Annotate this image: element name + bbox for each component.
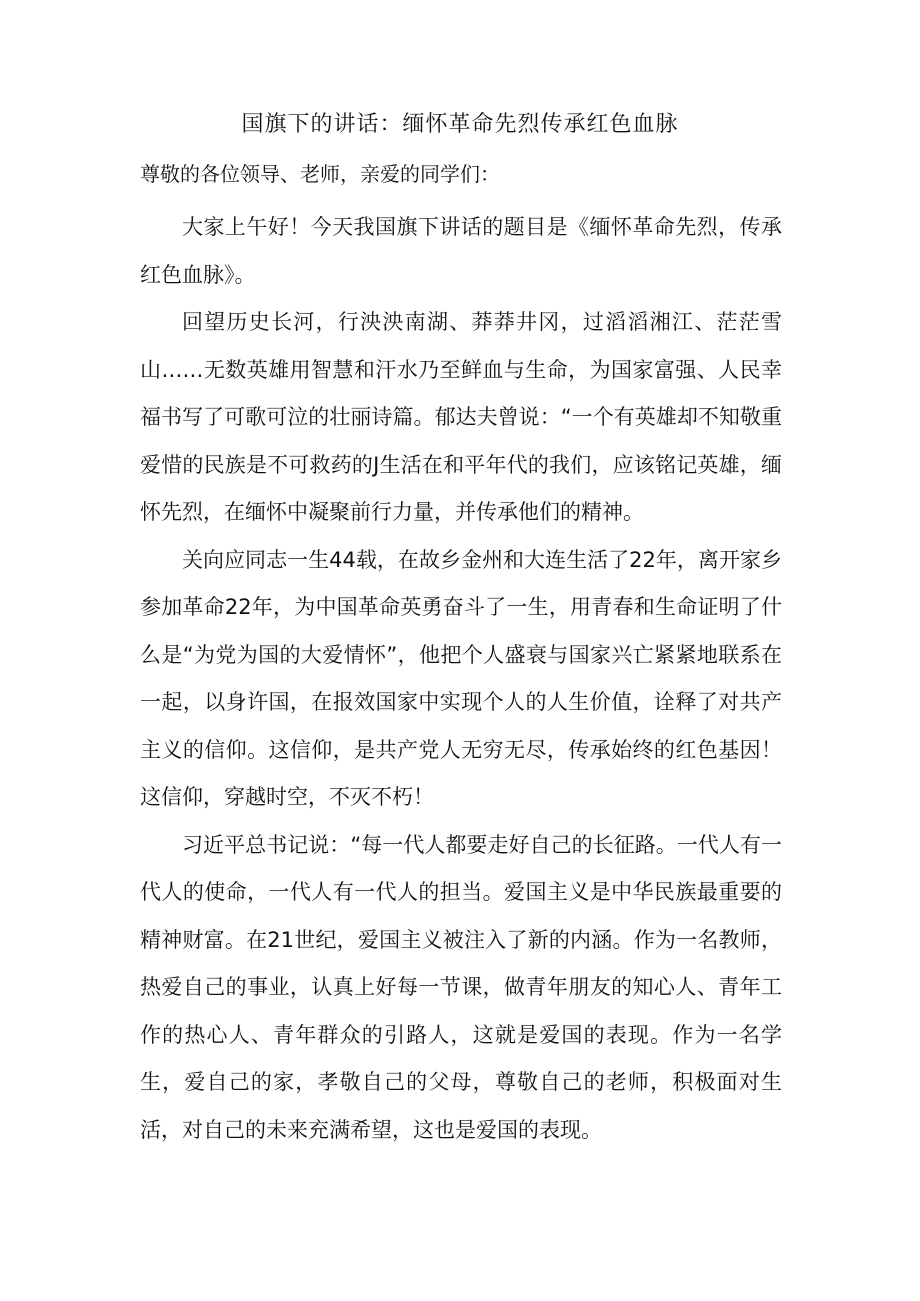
paragraph: 大家上午好！今天我国旗下讲话的题目是《缅怀革命先烈，传承红色血脉》。 <box>140 215 782 287</box>
paragraph: 关向应同志一生44载，在故乡金州和大连生活了22年，离开家乡参加革命22年，为中国革命英勇奋斗了一生，用青春和生命证明了什么是“为党为国的大爱情怀”，他把个人盛衰与国家兴亡紧紧地联系在一起，以身许国，在报效国家中实现个人的人生价值，诠释了对共产主义的信仰。这信仰，是共产党人无穷无尽，传承始终的红色基因！这信仰，穿越时空，不灭不朽！ <box>140 547 782 809</box>
speech-body <box>140 204 782 1154</box>
paragraph: 回望历史长河，行泱泱南湖、莽莽井冈，过滔滔湘江、茫茫雪山……无数英雄用智慧和汗水乃至鲜血与生命，为国家富强、人民幸福书写了可歌可泣的壮丽诗篇。郁达夫曾说：“一个有英雄却不知敬重爱惜的民族是不可救药的J生活在和平年代的我们，应该铭记英雄，缅怀先烈，在缅怀中凝聚前行力量，并传承他们的精神。 <box>140 310 782 524</box>
page-title: 国旗下的讲话：缅怀革命先烈传承红色血脉 <box>241 112 679 137</box>
salutation: 尊敬的各位领导、老师，亲爱的同学们： <box>140 162 500 186</box>
paragraph: 习近平总书记说：“每一代人都要走好自己的长征路。一代人有一代人的使命，一代人有一代人的担当。爱国主义是中华民族最重要的精神财富。在21世纪，爱国主义被注入了新的内涵。作为一名教师，热爱自己的事业，认真上好每一节课，做青年朋友的知心人、青年工作的热心人、青年群众的引路人，这就是爱国的表现。作为一名学生，爱自己的家，孝敬自己的父母，尊敬自己的老师，积极面对生活，对自己的未来充满希望，这也是爱国的表现。 <box>140 832 782 1142</box>
